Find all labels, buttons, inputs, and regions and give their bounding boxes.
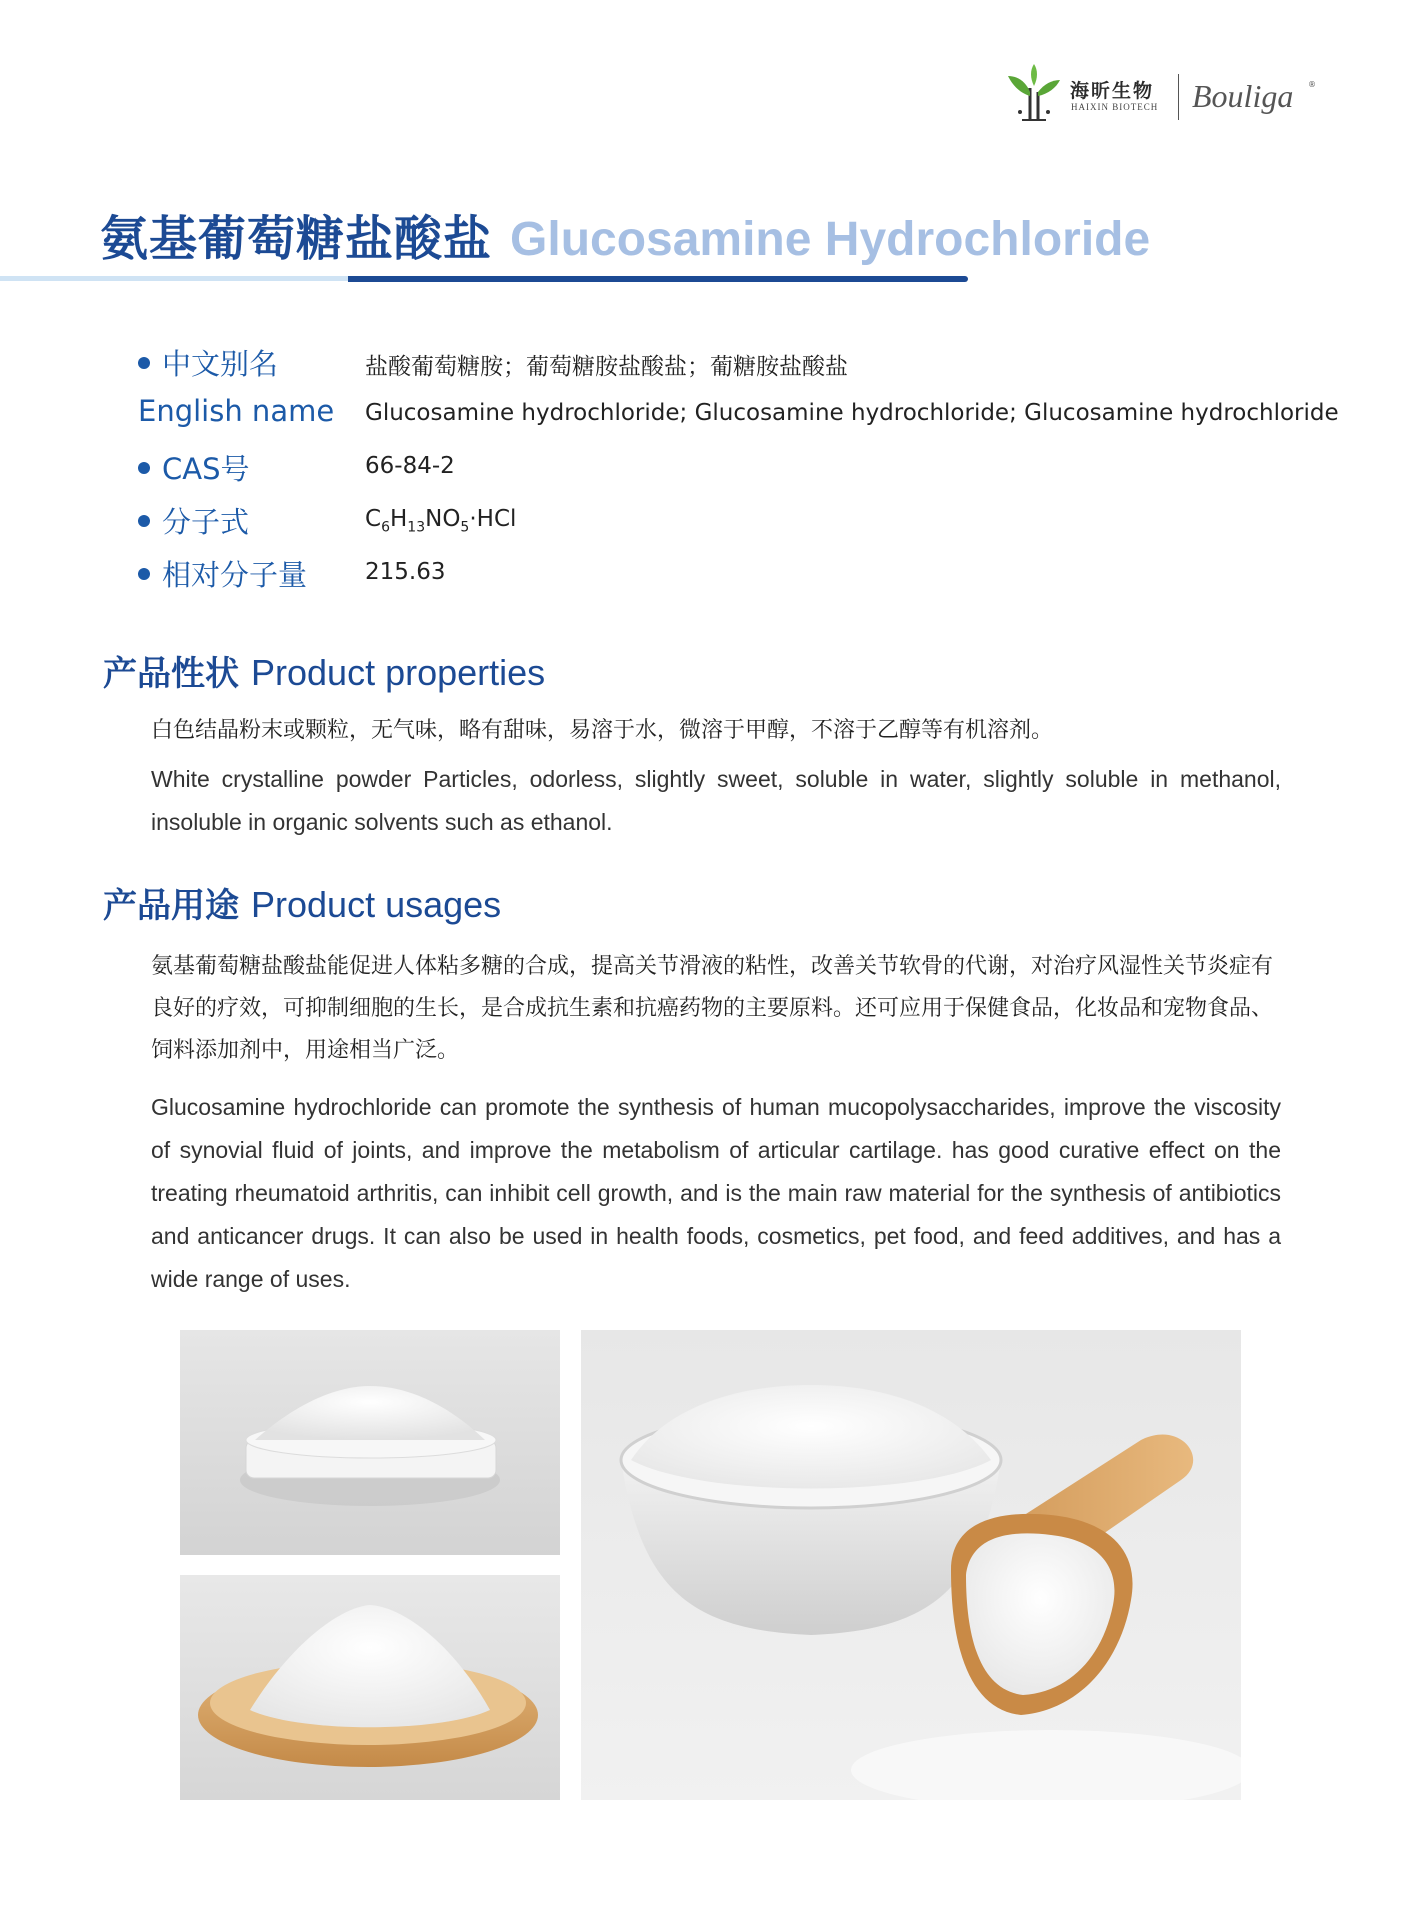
bullet-icon [138,515,150,527]
brand-name: Bouliga [1192,78,1294,114]
bullet-icon [138,568,150,580]
properties-text-cn: 白色结晶粉末或颗粒，无气味，略有甜味，易溶于水，微溶于甲醇，不溶于乙醇等有机溶剂。 [151,717,1054,742]
info-value-formula: $C_6H_{13}NO_5\cdot HCl$ [365,506,517,536]
registered-mark: ® [1308,80,1316,89]
brand-logo [1000,62,1330,132]
info-value-mw: 215.63 [365,559,446,585]
info-label-english-name: English name [138,394,335,428]
bullet-icon [138,462,150,474]
logo-en-text: HAIXIN BIOTECH [1071,102,1159,112]
logo-divider [1178,74,1179,120]
usages-heading: 产品用途 Product usages [103,884,502,926]
info-row-english-name [138,394,1338,444]
info-value-alias: 盐酸葡萄糖胺；葡萄糖胺盐酸盐；葡糖胺盐酸盐 [365,354,848,380]
info-label-cas: CAS号 [138,447,250,488]
photo-powder-petri-dish [180,1330,560,1555]
info-label-formula: 分子式 [138,500,249,541]
photo-powder-glass-bowl-scoop [581,1330,1241,1800]
sprout-logo-icon [1000,62,1064,126]
info-label-mw: 相对分子量 [138,553,307,594]
title-underline-light [0,276,350,281]
info-row-alias [138,342,1338,392]
photo-powder-bamboo-plate [180,1575,560,1800]
properties-heading: 产品性状 Product properties [103,652,546,694]
info-value-english-name: Glucosamine hydrochloride; Glucosamine hydrochloride; Glucosamine hydrochloride [365,400,1339,426]
properties-text-en: White crystalline powder Particles, odorless, slightly sweet, soluble in water, slightly soluble in methanol, insoluble in organic solvents such as ethanol. [151,766,1281,835]
info-label-alias: 中文别名 [138,342,278,383]
title-en: Glucosamine Hydrochloride [510,213,1151,266]
page-title [100,200,1150,269]
info-value-cas: 66-84-2 [365,453,455,479]
info-row-mw [138,553,1338,603]
title-cn: 氨基葡萄糖盐酸盐 [100,211,493,267]
logo-cn-text: 海昕生物 [1070,80,1155,102]
bullet-icon [138,357,150,369]
usages-text-en: Glucosamine hydrochloride can promote the synthesis of human mucopolysaccharides, improve the viscosity of synovial fluid of joints, and improve the metabolism of articular cartilage. has good curative effect on the treating rheumatoid arthritis, can inhibit cell growth, and is the main raw material for the synthesis of antibiotics and anticancer drugs. It can also be used in health foods, cosmetics, pet food, and feed additives, and has a wide range of uses. [151,1094,1281,1292]
info-row-cas [138,447,1338,497]
title-underline-dark [348,276,968,282]
usages-text-cn: 氨基葡萄糖盐酸盐能促进人体粘多糖的合成，提高关节滑液的粘性，改善关节软骨的代谢，对治疗风湿性关节炎症有良好的疗效，可抑制细胞的生长，是合成抗生素和抗癌药物的主要原料。还可应用于保健食品，化妆品和宠物食品、饲料添加剂中，用途相当广泛。 [151,953,1274,1062]
info-row-formula [138,500,1338,550]
